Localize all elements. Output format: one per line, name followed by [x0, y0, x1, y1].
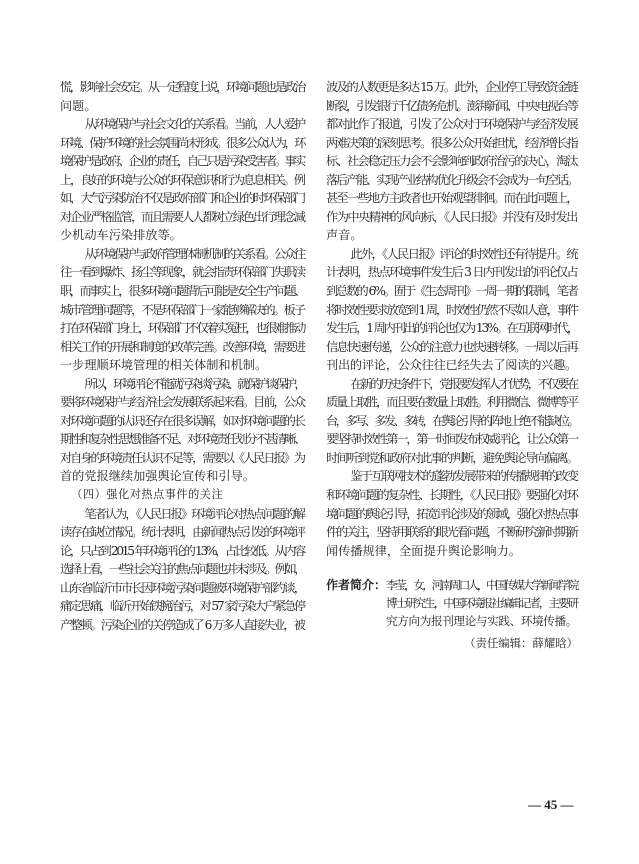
- text-line: 台，多写、多发、多转，在舆论引导的阵地上绝不能缺位。: [326, 413, 577, 428]
- text-line: 选择上看，一些社会关注的焦点问题也并未涉及。例如，: [60, 562, 304, 577]
- text-line: 质量上取胜，而且要在数量上取胜。利用微信、微博等平: [326, 395, 577, 410]
- text-line: 从环境保护与政府管理体制机制的关系看。公众往: [84, 246, 304, 261]
- text-line: 断裂，引发银行千亿债务危机。澎湃新闻、中央电视台等: [326, 98, 577, 113]
- text-line: 期性和复杂性思想准备不足、对环境责任划分不甚清晰、: [60, 432, 304, 447]
- author-bio-label: 作者简介：: [326, 578, 387, 592]
- text-line: 标、社会稳定压力会不会影响到政府治污的决心，淘汰: [326, 154, 577, 169]
- paragraph: [326, 245, 578, 375]
- text-line: 如，大气污染防治不仅是政府部门和企业的时环保部门: [60, 191, 304, 206]
- paragraph: [60, 245, 305, 375]
- text-line: 刊出的评论，公众往往已经失去了阅读的兴趣。: [326, 358, 577, 373]
- text-line: 对环境问题的认识还存在很多误解，如对环境问题的长: [60, 413, 304, 428]
- text-line: 山东省临沂市市长因环境污染问题被环境保护部约谈，: [60, 580, 304, 595]
- paragraph: [326, 78, 578, 245]
- text-line: 痛定思痛，临沂开始铁腕治污，对 57 家污染大户紧急停: [60, 599, 304, 614]
- text-line: 从环境保护与社会文化的关系看。当前，人人爱护: [84, 117, 304, 132]
- author-bio-line: 究方向为报刊理论与实践、环境传播。: [386, 614, 578, 629]
- text-line: 首的党报继续加强舆论宣传和引导。: [60, 469, 255, 484]
- text-line: 件的关注，坚持用联系的眼光看问题，不断研究新时期新: [326, 525, 577, 540]
- text-line: 上，良好的环境与公众的环保意识和行为息息相关。例: [60, 172, 304, 187]
- section-heading: [60, 486, 305, 505]
- text-line: 作为中央精神的风向标，《人民日报》并没有及时发出: [326, 209, 577, 224]
- text-line: 落后产能、实现产业结构优化升级会不会成为一句空话。: [326, 172, 577, 187]
- text-line: 相关工作的开展和制度的改革完善。改善环境，需要进: [60, 339, 304, 354]
- text-line: 在新的历史条件下，党报要发挥人才优势，不仅要在: [350, 376, 577, 391]
- text-line: 都对此作了报道，引发了公众对于环境保护与经济发展: [326, 117, 577, 132]
- text-line: 信息快速传递，公众的注意力也快速转移。一周以后再: [326, 339, 577, 354]
- author-bio-line: 李莹，女，河南周口人，中国传媒大学新闻学院: [386, 578, 578, 592]
- responsible-editor: （责任编辑：薛耀晗）: [464, 635, 578, 650]
- text-line: 慌，影响社会安定。从一定程度上说，环境问题也是政治: [60, 80, 304, 94]
- left-column: [60, 78, 305, 634]
- text-line: 问题。: [60, 98, 97, 113]
- right-column: [326, 78, 578, 560]
- text-line: 城市管理问题等，不是环保部门一家能够解决的。板子: [60, 302, 304, 317]
- author-bio-text: [386, 576, 578, 631]
- paragraph: [60, 505, 305, 635]
- text-line: 对自身的环境责任认识不足等，需要以《人民日报》为: [60, 450, 304, 465]
- page-number: — 45 —: [528, 797, 574, 812]
- text-line: 论，只占到 2015 年环境评论的 13%，占比较低。从内容: [60, 543, 304, 558]
- text-line: 读存在缺位情况。统计表明，由新闻热点引发的环境评: [60, 525, 304, 540]
- text-line: 声音。: [326, 228, 363, 243]
- paragraph: [60, 375, 305, 486]
- paragraph: [60, 115, 305, 245]
- text-line: 境保护是政府、企业的责任，自己只是污染受害者。事实: [60, 154, 304, 169]
- text-line: 对企业严格监管，而且需要人人都树立绿色出行理念减: [60, 209, 304, 224]
- paragraph: [326, 467, 578, 560]
- text-line: 发生后，1 周内刊出的评论也仅为 13%。在互联网时代，: [326, 321, 577, 336]
- text-line: 波及的人数更是多达 15 万。此外，企业停工导致资金链: [326, 80, 577, 94]
- text-line: 产整顿。污染企业的关停造成了 6 万多人直接失业，被: [60, 617, 304, 632]
- paragraph: [326, 375, 578, 468]
- text-line: 打在环保部门身上，环保部门不仅着实冤枉，也很难推动: [60, 321, 304, 336]
- text-line: 鉴于互联网技术的蓬勃发展带来的传播规律的改变: [350, 469, 577, 484]
- text-line: 和环境问题的复杂性、长期性，《人民日报》要强化对环: [326, 488, 577, 503]
- text-line: 计表明，热点环境事件发生后 3 日内刊发出的评论仅占: [326, 265, 577, 280]
- paragraph: [60, 78, 305, 115]
- text-line: 所以，环境评论不能就污染谈污染、就保护谈保护，: [84, 376, 304, 391]
- text-line: 要将环境保护与经济社会发展联系起来看。目前，公众: [60, 395, 304, 410]
- author-bio: [326, 576, 578, 652]
- text-line: 要坚持时效性第一，第一时间发布权威评论，让公众第一: [326, 432, 577, 447]
- text-line: 少机动车污染排放等。: [60, 228, 182, 243]
- text-line: 环境、保护环境的社会氛围尚未形成。很多公众认为，环: [60, 135, 304, 150]
- text-line: 闻传播规律，全面提升舆论影响力。: [326, 543, 521, 558]
- text-line: 时间听到党和政府对此事的判断，避免舆论导向偏离。: [326, 450, 577, 465]
- text-line: 此外，《人民日报》评论的时效性还有待提升。统: [350, 246, 577, 261]
- text-line: 笔者认为，《人民日报》环境评论对热点问题的解: [84, 506, 304, 521]
- author-bio-line: 博士研究生，中国环境报社编辑记者，主要研: [386, 596, 578, 611]
- text-line: 到总数的 6%。囿于《生态周刊》一周一期的限制，笔者: [326, 284, 577, 299]
- text-line: 将时效性要求放宽到 1 周，时效性仍然不尽如人意，事件: [326, 302, 577, 317]
- text-line: 甚至一些地方主政者也开始观望徘徊。而在此问题上，: [326, 191, 577, 206]
- text-line: 两难决策的深刻思考。很多公众开始担忧，经济增长指: [326, 135, 577, 150]
- text-line: 职，而事实上，很多环境问题背后可能是安全生产问题、: [60, 284, 304, 299]
- text-line: （四）强化对热点事件的关注: [71, 488, 224, 502]
- text-line: 往一看到爆炸、扬尘等现象，就会指责环保部门失职渎: [60, 265, 304, 280]
- text-line: 境问题的舆论引导，拓宽评论涉及的领域，强化对热点事: [326, 506, 577, 521]
- text-line: 一步理顺环境管理的相关体制和机制。: [60, 358, 268, 373]
